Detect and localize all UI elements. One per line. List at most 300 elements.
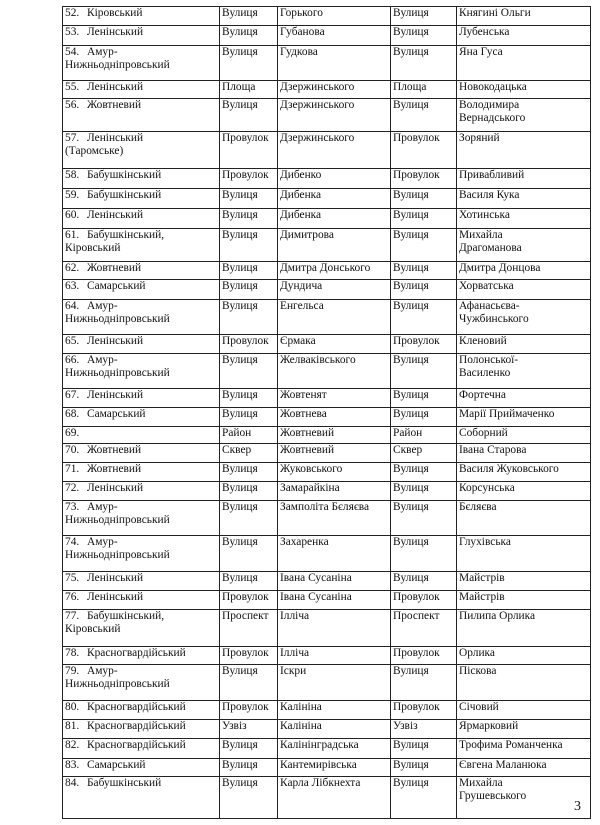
row-number: 61. bbox=[65, 229, 80, 241]
old-name-text: Іскри bbox=[280, 665, 307, 677]
old-name-cell bbox=[278, 739, 391, 759]
new-name-text: Полонської- Василенко bbox=[459, 354, 519, 380]
table-row bbox=[63, 427, 591, 444]
old-name-cell bbox=[278, 759, 391, 777]
district-cell bbox=[63, 463, 220, 482]
district-text: Красногвардійський bbox=[87, 720, 186, 732]
old-type-cell bbox=[220, 189, 278, 209]
district-cell bbox=[63, 169, 220, 189]
old-name-cell bbox=[278, 81, 391, 99]
district-text: Амур- Нижньодніпровський bbox=[65, 300, 170, 326]
old-name-text: Ілліча bbox=[280, 647, 310, 659]
new-type-cell bbox=[391, 572, 457, 591]
district-text: Бабушкінський bbox=[87, 777, 162, 789]
table-row bbox=[63, 501, 591, 536]
old-type-text: Вулиця bbox=[222, 665, 258, 677]
old-name-text: Єрмака bbox=[280, 335, 316, 347]
new-name-cell bbox=[457, 777, 591, 819]
district-cell bbox=[63, 501, 220, 536]
district-cell bbox=[63, 427, 220, 444]
new-type-text: Вулиця bbox=[393, 536, 429, 548]
district-text: Амур- Нижньодніпровський bbox=[65, 354, 170, 380]
new-type-text: Вулиця bbox=[393, 777, 429, 789]
table-row bbox=[63, 591, 591, 610]
new-type-cell bbox=[391, 610, 457, 647]
table-row bbox=[63, 389, 591, 408]
old-name-cell bbox=[278, 169, 391, 189]
district-text: Красногвардійський bbox=[87, 739, 186, 751]
old-name-cell bbox=[278, 354, 391, 389]
new-name-cell bbox=[457, 262, 591, 280]
old-name-cell bbox=[278, 229, 391, 262]
new-type-cell bbox=[391, 300, 457, 335]
table-body bbox=[63, 7, 591, 819]
new-type-cell bbox=[391, 132, 457, 169]
new-type-text: Вулиця bbox=[393, 501, 429, 513]
new-type-cell bbox=[391, 354, 457, 389]
new-type-text: Вулиця bbox=[393, 280, 429, 292]
new-type-cell bbox=[391, 701, 457, 720]
new-name-text: Трофима Романченка bbox=[459, 739, 563, 751]
old-type-cell bbox=[220, 335, 278, 354]
new-type-cell bbox=[391, 536, 457, 572]
new-name-cell bbox=[457, 7, 591, 26]
district-text: Жовтневий bbox=[87, 99, 142, 111]
old-name-cell bbox=[278, 665, 391, 701]
new-type-text: Площа bbox=[393, 81, 427, 93]
old-type-text: Вулиця bbox=[222, 536, 258, 548]
table-row bbox=[63, 647, 591, 665]
district-text: Ленінський bbox=[87, 482, 144, 494]
new-name-text: Хорватська bbox=[459, 280, 514, 292]
new-type-text: Вулиця bbox=[393, 572, 429, 584]
new-name-cell bbox=[457, 759, 591, 777]
table-row bbox=[63, 444, 591, 463]
old-type-cell bbox=[220, 408, 278, 427]
new-name-cell bbox=[457, 389, 591, 408]
old-type-text: Сквер bbox=[222, 444, 252, 456]
district-text: Жовтневий bbox=[87, 463, 142, 475]
new-type-cell bbox=[391, 262, 457, 280]
new-type-text: Вулиця bbox=[393, 408, 429, 420]
table-row bbox=[63, 300, 591, 335]
table-row bbox=[63, 720, 591, 739]
new-name-text: Фортечна bbox=[459, 389, 506, 401]
old-type-text: Вулиця bbox=[222, 463, 258, 475]
district-text: Ленінський bbox=[87, 591, 144, 603]
new-name-cell bbox=[457, 482, 591, 501]
table-row bbox=[63, 482, 591, 501]
new-name-text: Хотинська bbox=[459, 209, 510, 221]
new-name-text: Майстрів bbox=[459, 572, 505, 584]
new-name-cell bbox=[457, 572, 591, 591]
old-type-text: Вулиця bbox=[222, 482, 258, 494]
old-type-cell bbox=[220, 701, 278, 720]
new-type-cell bbox=[391, 759, 457, 777]
old-name-cell bbox=[278, 536, 391, 572]
old-name-cell bbox=[278, 26, 391, 46]
table-row bbox=[63, 777, 591, 819]
new-type-text: Вулиця bbox=[393, 354, 429, 366]
new-name-text: Михайла Грушевського bbox=[459, 777, 527, 803]
old-name-text: Замполіта Бєляєва bbox=[280, 501, 370, 513]
old-type-cell bbox=[220, 169, 278, 189]
old-type-cell bbox=[220, 610, 278, 647]
old-name-cell bbox=[278, 482, 391, 501]
new-name-text: Афанасьєва- Чужбинського bbox=[459, 300, 529, 326]
district-cell bbox=[63, 610, 220, 647]
new-name-cell bbox=[457, 408, 591, 427]
new-type-text: Сквер bbox=[393, 444, 423, 456]
old-name-text: Жуковського bbox=[280, 463, 343, 475]
district-cell bbox=[63, 229, 220, 262]
new-name-cell bbox=[457, 720, 591, 739]
old-name-text: Дундича bbox=[280, 280, 323, 292]
district-text: Жовтневий bbox=[87, 444, 142, 456]
district-text: Бабушкінський bbox=[87, 169, 162, 181]
district-text: Красногвардійський bbox=[87, 701, 186, 713]
old-name-cell bbox=[278, 463, 391, 482]
district-text: Самарський bbox=[87, 280, 146, 292]
district-text: Ленінський bbox=[87, 81, 144, 93]
new-type-cell bbox=[391, 46, 457, 81]
district-cell bbox=[63, 280, 220, 300]
district-cell bbox=[63, 701, 220, 720]
new-type-text: Вулиця bbox=[393, 189, 429, 201]
new-name-text: Майстрів bbox=[459, 591, 505, 603]
new-type-text: Вулиця bbox=[393, 463, 429, 475]
new-name-cell bbox=[457, 647, 591, 665]
old-name-cell bbox=[278, 408, 391, 427]
old-type-cell bbox=[220, 354, 278, 389]
old-name-cell bbox=[278, 610, 391, 647]
row-number: 71. bbox=[65, 463, 80, 475]
row-number: 62. bbox=[65, 262, 80, 274]
table-row bbox=[63, 7, 591, 26]
old-name-cell bbox=[278, 389, 391, 408]
new-name-text: Яна Гуса bbox=[459, 46, 503, 58]
district-text: Амур- Нижньодніпровський bbox=[65, 665, 170, 691]
old-name-text: Жовтнева bbox=[280, 408, 327, 420]
old-name-text: Калінінградська bbox=[280, 739, 359, 751]
new-name-text: Дмитра Донцова bbox=[459, 262, 541, 274]
old-type-text: Вулиця bbox=[222, 26, 258, 38]
district-text: Ленінський bbox=[87, 389, 144, 401]
old-type-cell bbox=[220, 132, 278, 169]
district-cell bbox=[63, 777, 220, 819]
district-text: Самарський bbox=[87, 408, 146, 420]
old-type-cell bbox=[220, 720, 278, 739]
old-type-cell bbox=[220, 572, 278, 591]
new-name-cell bbox=[457, 209, 591, 229]
new-name-text: Євгена Маланюка bbox=[459, 759, 547, 771]
district-text: Амур- Нижньодніпровський bbox=[65, 501, 170, 527]
new-type-cell bbox=[391, 335, 457, 354]
new-type-cell bbox=[391, 81, 457, 99]
district-cell bbox=[63, 300, 220, 335]
new-type-cell bbox=[391, 463, 457, 482]
old-type-cell bbox=[220, 300, 278, 335]
row-number: 57. bbox=[65, 132, 80, 144]
district-text: Кіровський bbox=[87, 7, 143, 19]
new-type-text: Провулок bbox=[393, 647, 440, 659]
table-row bbox=[63, 189, 591, 209]
old-type-text: Провулок bbox=[222, 132, 269, 144]
table-row bbox=[63, 335, 591, 354]
row-number: 77. bbox=[65, 610, 80, 622]
table-row bbox=[63, 280, 591, 300]
old-type-text: Провулок bbox=[222, 591, 269, 603]
new-type-text: Провулок bbox=[393, 335, 440, 347]
old-type-text: Вулиця bbox=[222, 408, 258, 420]
district-cell bbox=[63, 389, 220, 408]
new-type-text: Провулок bbox=[393, 132, 440, 144]
old-type-cell bbox=[220, 209, 278, 229]
row-number: 56. bbox=[65, 99, 80, 111]
old-type-cell bbox=[220, 647, 278, 665]
new-name-text: Василя Кука bbox=[459, 189, 520, 201]
new-name-text: Княгині Ольги bbox=[459, 7, 531, 19]
row-number: 78. bbox=[65, 647, 80, 659]
old-name-text: Дзержинського bbox=[280, 132, 355, 144]
district-cell bbox=[63, 647, 220, 665]
old-name-text: Горького bbox=[280, 7, 323, 19]
new-name-cell bbox=[457, 99, 591, 132]
row-number: 76. bbox=[65, 591, 80, 603]
table-row bbox=[63, 262, 591, 280]
old-name-cell bbox=[278, 335, 391, 354]
new-name-text: Бєляєва bbox=[459, 501, 497, 513]
new-name-cell bbox=[457, 300, 591, 335]
old-type-cell bbox=[220, 501, 278, 536]
district-cell bbox=[63, 26, 220, 46]
new-name-text: Марії Приймаченко bbox=[459, 408, 555, 420]
district-text: Амур- Нижньодніпровський bbox=[65, 536, 170, 562]
row-number: 68. bbox=[65, 408, 80, 420]
table-row bbox=[63, 572, 591, 591]
old-name-text: Енгельса bbox=[280, 300, 324, 312]
new-name-cell bbox=[457, 591, 591, 610]
new-type-cell bbox=[391, 501, 457, 536]
district-text: Ленінський bbox=[87, 26, 144, 38]
new-type-text: Вулиця bbox=[393, 389, 429, 401]
old-type-cell bbox=[220, 389, 278, 408]
old-type-cell bbox=[220, 229, 278, 262]
old-type-text: Провулок bbox=[222, 169, 269, 181]
district-cell bbox=[63, 209, 220, 229]
row-number: 66. bbox=[65, 354, 80, 366]
table-row bbox=[63, 169, 591, 189]
new-name-text: Січовий bbox=[459, 701, 499, 713]
old-type-text: Вулиця bbox=[222, 229, 258, 241]
new-name-cell bbox=[457, 354, 591, 389]
old-type-cell bbox=[220, 444, 278, 463]
new-type-cell bbox=[391, 209, 457, 229]
old-type-cell bbox=[220, 759, 278, 777]
old-type-text: Провулок bbox=[222, 701, 269, 713]
old-type-cell bbox=[220, 482, 278, 501]
old-name-text: Дмитра Донського bbox=[280, 262, 371, 274]
district-cell bbox=[63, 189, 220, 209]
old-name-text: Дибенко bbox=[280, 169, 322, 181]
old-type-text: Провулок bbox=[222, 647, 269, 659]
row-number: 75. bbox=[65, 572, 80, 584]
new-name-text: Володимира Вернадського bbox=[459, 99, 526, 125]
old-type-cell bbox=[220, 262, 278, 280]
old-name-text: Дзержинського bbox=[280, 81, 355, 93]
old-type-cell bbox=[220, 99, 278, 132]
new-type-cell bbox=[391, 26, 457, 46]
old-type-cell bbox=[220, 463, 278, 482]
new-name-text: Михайла Драгоманова bbox=[459, 229, 522, 255]
district-text: Жовтневий bbox=[87, 262, 142, 274]
district-cell bbox=[63, 482, 220, 501]
table-row bbox=[63, 209, 591, 229]
row-number: 54. bbox=[65, 46, 80, 58]
new-name-cell bbox=[457, 132, 591, 169]
district-text: Ленінський bbox=[87, 572, 144, 584]
old-name-cell bbox=[278, 7, 391, 26]
old-name-text: Ілліча bbox=[280, 610, 310, 622]
new-name-text: Соборний bbox=[459, 427, 508, 439]
new-name-cell bbox=[457, 701, 591, 720]
new-type-text: Вулиця bbox=[393, 26, 429, 38]
new-name-cell bbox=[457, 26, 591, 46]
old-type-cell bbox=[220, 280, 278, 300]
new-type-text: Вулиця bbox=[393, 665, 429, 677]
table-row bbox=[63, 99, 591, 132]
row-number: 79. bbox=[65, 665, 80, 677]
district-cell bbox=[63, 408, 220, 427]
district-cell bbox=[63, 354, 220, 389]
new-type-cell bbox=[391, 665, 457, 701]
new-type-cell bbox=[391, 169, 457, 189]
old-name-text: Гудкова bbox=[280, 46, 318, 58]
old-type-text: Вулиця bbox=[222, 759, 258, 771]
row-number: 81. bbox=[65, 720, 80, 732]
new-type-cell bbox=[391, 777, 457, 819]
row-number: 60. bbox=[65, 209, 80, 221]
new-name-text: Орлика bbox=[459, 647, 495, 659]
old-name-text: Захаренка bbox=[280, 536, 329, 548]
old-type-cell bbox=[220, 427, 278, 444]
new-type-text: Вулиця bbox=[393, 759, 429, 771]
district-cell bbox=[63, 7, 220, 26]
new-name-text: Ярмарковий bbox=[459, 720, 519, 732]
new-name-cell bbox=[457, 665, 591, 701]
old-name-text: Дибенка bbox=[280, 209, 322, 221]
row-number: 70. bbox=[65, 444, 80, 456]
new-type-text: Район bbox=[393, 427, 423, 439]
table-row bbox=[63, 610, 591, 647]
old-name-text: Замарайкіна bbox=[280, 482, 340, 494]
old-type-text: Вулиця bbox=[222, 189, 258, 201]
old-name-text: Жовтенят bbox=[280, 389, 327, 401]
new-type-cell bbox=[391, 647, 457, 665]
district-text: Красногвардійський bbox=[87, 647, 186, 659]
district-cell bbox=[63, 720, 220, 739]
table-row bbox=[63, 229, 591, 262]
new-name-cell bbox=[457, 739, 591, 759]
old-name-cell bbox=[278, 647, 391, 665]
row-number: 55. bbox=[65, 81, 80, 93]
new-name-text: Зоряний bbox=[459, 132, 500, 144]
new-type-text: Вулиця bbox=[393, 99, 429, 111]
old-type-cell bbox=[220, 665, 278, 701]
old-name-text: Калініна bbox=[280, 701, 322, 713]
district-text: Бабушкінський, Кіровський bbox=[65, 229, 165, 255]
old-type-text: Вулиця bbox=[222, 739, 258, 751]
row-number: 80. bbox=[65, 701, 80, 713]
old-type-text: Вулиця bbox=[222, 46, 258, 58]
new-name-cell bbox=[457, 463, 591, 482]
old-name-text: Жовтневий bbox=[280, 444, 335, 456]
table-row bbox=[63, 759, 591, 777]
new-name-text: Василя Жуковського bbox=[459, 463, 559, 475]
old-type-cell bbox=[220, 777, 278, 819]
new-type-text: Вулиця bbox=[393, 209, 429, 221]
old-name-text: Дибенка bbox=[280, 189, 322, 201]
old-name-cell bbox=[278, 189, 391, 209]
new-type-cell bbox=[391, 591, 457, 610]
district-cell bbox=[63, 572, 220, 591]
old-type-cell bbox=[220, 536, 278, 572]
row-number: 74. bbox=[65, 536, 80, 548]
row-number: 53. bbox=[65, 26, 80, 38]
row-number: 67. bbox=[65, 389, 80, 401]
new-type-text: Вулиця bbox=[393, 46, 429, 58]
new-name-cell bbox=[457, 444, 591, 463]
old-type-text: Вулиця bbox=[222, 572, 258, 584]
new-name-text: Лубенська bbox=[459, 26, 510, 38]
old-name-cell bbox=[278, 591, 391, 610]
old-name-cell bbox=[278, 46, 391, 81]
district-text: Бабушкінський, Кіровський bbox=[65, 610, 165, 636]
district-text: Ленінський (Таромське) bbox=[65, 132, 144, 158]
old-name-text: Карла Лібкнехта bbox=[280, 777, 361, 789]
new-type-cell bbox=[391, 444, 457, 463]
new-type-text: Вулиця bbox=[393, 7, 429, 19]
table-row bbox=[63, 536, 591, 572]
old-name-text: Жовтневий bbox=[280, 427, 335, 439]
row-number: 63. bbox=[65, 280, 80, 292]
row-number: 72. bbox=[65, 482, 80, 494]
new-type-cell bbox=[391, 7, 457, 26]
district-text: Ленінський bbox=[87, 209, 144, 221]
new-name-cell bbox=[457, 610, 591, 647]
row-number: 69. bbox=[65, 427, 80, 439]
new-type-cell bbox=[391, 482, 457, 501]
new-name-cell bbox=[457, 280, 591, 300]
old-type-text: Вулиця bbox=[222, 389, 258, 401]
old-name-text: Димитрова bbox=[280, 229, 334, 241]
old-name-text: Івана Сусаніна bbox=[280, 572, 352, 584]
old-type-text: Проспект bbox=[222, 610, 269, 622]
row-number: 52. bbox=[65, 7, 80, 19]
new-type-text: Провулок bbox=[393, 169, 440, 181]
row-number: 64. bbox=[65, 300, 80, 312]
old-type-text: Узвіз bbox=[222, 720, 247, 732]
new-type-text: Вулиця bbox=[393, 739, 429, 751]
old-name-cell bbox=[278, 501, 391, 536]
new-type-text: Проспект bbox=[393, 610, 440, 622]
table-row bbox=[63, 46, 591, 81]
district-cell bbox=[63, 335, 220, 354]
new-name-text: Пилипа Орлика bbox=[459, 610, 536, 622]
old-name-cell bbox=[278, 444, 391, 463]
district-cell bbox=[63, 759, 220, 777]
new-type-cell bbox=[391, 280, 457, 300]
